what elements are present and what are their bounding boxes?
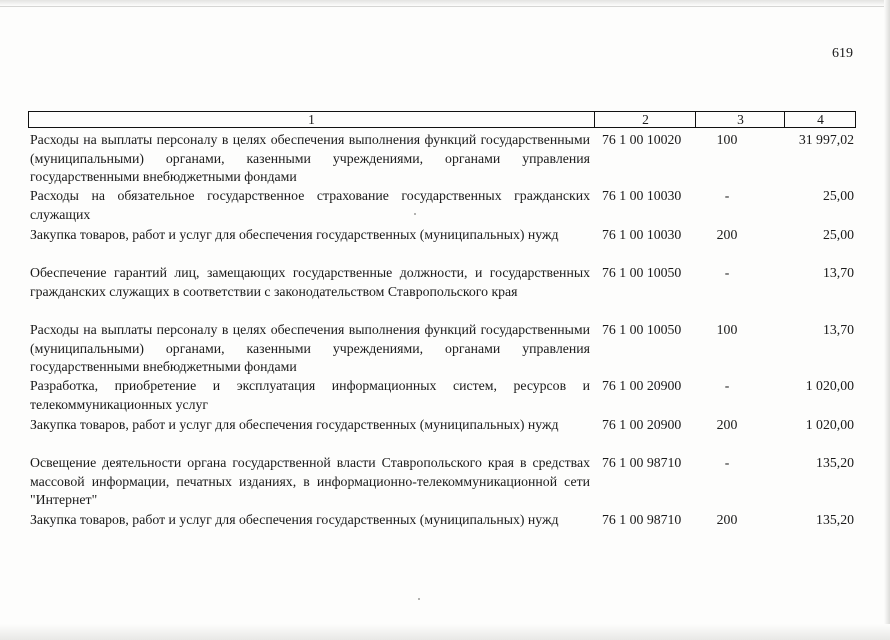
row-code: 76 1 00 10050	[602, 322, 682, 337]
page-number: 619	[832, 46, 853, 61]
row-expense-type: -	[724, 265, 730, 280]
scan-speck	[418, 598, 420, 600]
row-description: Расходы на выплаты персоналу в целях обеспечения выполнения функций государственными (муниципальными) органами, казенными учреждениями, органами управления государственными внебюджетными фондами	[30, 322, 590, 374]
row-code: 76 1 00 10030	[602, 188, 682, 203]
row-expense-type: -	[724, 455, 730, 470]
row-amount: 13,70	[822, 322, 854, 337]
row-expense-type: -	[724, 188, 730, 203]
row-description: Закупка товаров, работ и услуг для обеспечения государственных (муниципальных) нужд	[30, 512, 559, 527]
row-code: 76 1 00 10050	[602, 265, 682, 280]
row-code: 76 1 00 10030	[602, 227, 682, 242]
row-amount: 135,20	[816, 455, 854, 470]
row-description: Обеспечение гарантий лиц, замещающих государственные должности, и государственных гражданских служащих в соответствии с законодательством Ставропольского края	[30, 265, 590, 299]
row-code: 76 1 00 20900	[602, 417, 682, 432]
header-cell-1: 1	[308, 112, 315, 127]
header-cell-3: 3	[695, 112, 785, 127]
row-expense-type: 200	[716, 417, 738, 432]
row-description: Закупка товаров, работ и услуг для обеспечения государственных (муниципальных) нужд	[30, 417, 559, 432]
row-code: 76 1 00 98710	[602, 512, 682, 527]
header-cell-4: 4	[784, 112, 856, 127]
row-description: Закупка товаров, работ и услуг для обеспечения государственных (муниципальных) нужд	[30, 227, 559, 242]
row-amount: 25,00	[822, 227, 854, 242]
row-amount: 1 020,00	[805, 378, 854, 393]
row-code: 76 1 00 98710	[602, 455, 682, 470]
row-amount: 31 997,02	[798, 132, 854, 147]
row-description: Разработка, приобретение и эксплуатация информационных систем, ресурсов и телекоммуникационных услуг	[30, 378, 590, 412]
row-description: Расходы на выплаты персоналу в целях обеспечения выполнения функций государственными (муниципальными) органами, казенными учреждениями, органами управления государственными внебюджетными фондами	[30, 132, 590, 184]
row-expense-type: 100	[716, 132, 738, 147]
row-expense-type: 200	[716, 227, 738, 242]
header-cell-2: 2	[594, 112, 696, 127]
row-amount: 135,20	[816, 512, 854, 527]
row-expense-type: 200	[716, 512, 738, 527]
row-description: Освещение деятельности органа государственной власти Ставропольского края в средствах массовой информации, печатных изданиях, в информационно-телекоммуникационной сети "Интернет"	[30, 455, 590, 507]
row-code: 76 1 00 10020	[602, 132, 682, 147]
row-expense-type: 100	[716, 322, 738, 337]
row-amount: 1 020,00	[805, 417, 854, 432]
row-amount: 13,70	[822, 265, 854, 280]
row-amount: 25,00	[822, 188, 854, 203]
scan-speck	[414, 213, 416, 215]
row-description: Расходы на обязательное государственное страхование государственных гражданских служащих	[30, 188, 590, 222]
row-expense-type: -	[724, 378, 730, 393]
row-code: 76 1 00 20900	[602, 378, 682, 393]
